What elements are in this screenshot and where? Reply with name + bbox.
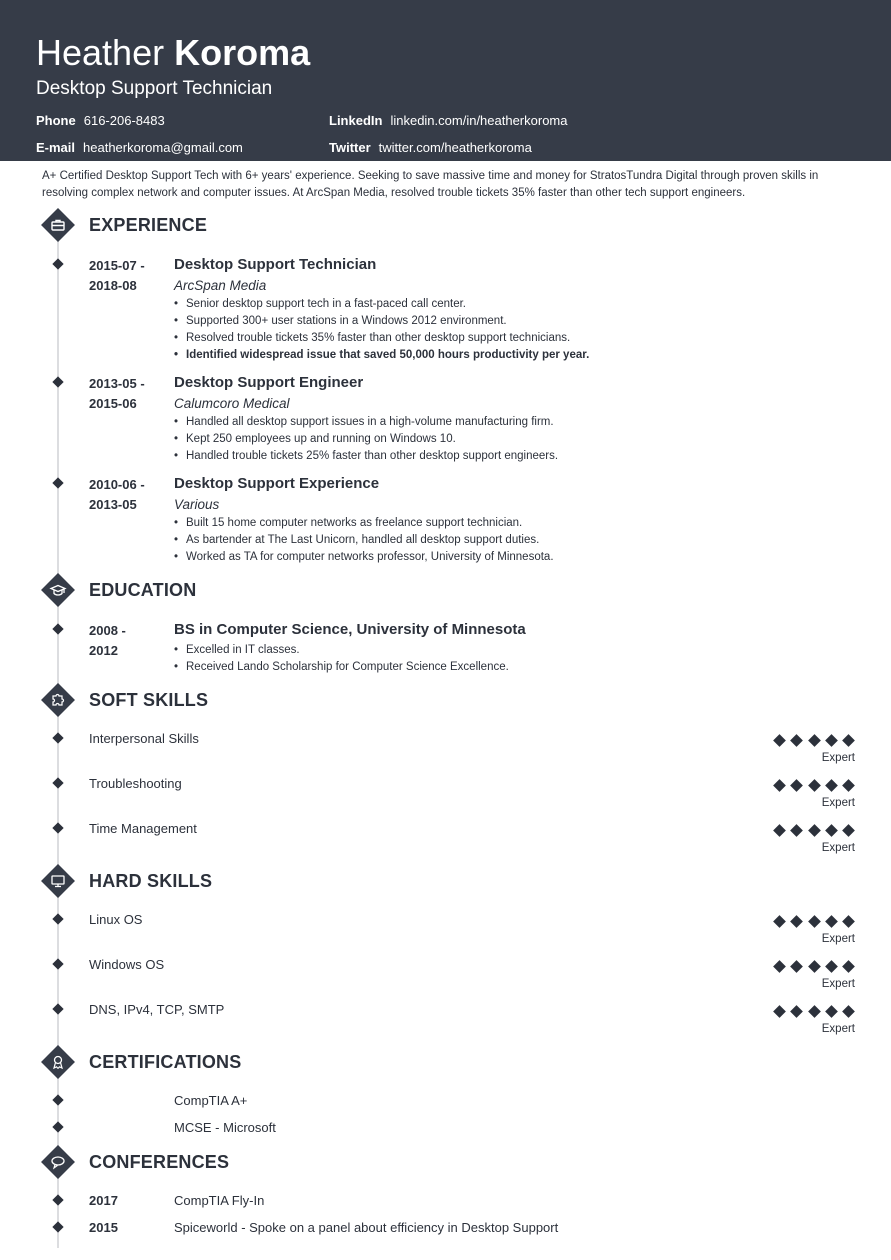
first-name: Heather xyxy=(36,32,165,73)
speech-bubble-icon xyxy=(42,1146,74,1178)
section-title-hard-skills: HARD SKILLS xyxy=(89,871,213,891)
section-title-certifications: CERTIFICATIONS xyxy=(89,1052,242,1072)
timeline-bullet xyxy=(52,623,63,634)
timeline-bullet xyxy=(52,258,63,269)
linkedin-label: LinkedIn xyxy=(329,113,383,128)
skill-name: Troubleshooting xyxy=(89,776,182,791)
skill-level: Expert xyxy=(821,797,855,809)
timeline-bullet xyxy=(52,477,63,488)
list-item: • Identified widespread issue that saved 50,000 hours productivity per year. xyxy=(174,347,589,364)
job-title: Desktop Support Experience xyxy=(174,475,380,492)
conference-year: 2017 xyxy=(89,1193,118,1208)
list-item: • Senior desktop support tech in a fast-paced call center. xyxy=(174,296,589,313)
timeline-bullet xyxy=(52,777,63,788)
puzzle-icon xyxy=(42,684,74,716)
list-item: • Kept 250 employees up and running on Windows 10. xyxy=(174,431,558,448)
skill-rating xyxy=(772,961,856,973)
skill-level: Expert xyxy=(821,978,855,990)
skill-name: DNS, IPv4, TCP, SMTP xyxy=(89,1002,225,1017)
education-achievements xyxy=(174,642,509,676)
timeline-bullet xyxy=(52,1221,63,1232)
conference-year: 2015 xyxy=(89,1220,118,1235)
skill-rating xyxy=(772,780,856,792)
skill-name: Time Management xyxy=(89,821,197,836)
section-title-conferences: CONFERENCES xyxy=(89,1152,230,1172)
timeline-bullet xyxy=(52,958,63,969)
skill-level: Expert xyxy=(821,842,855,854)
timeline-bullet xyxy=(52,732,63,743)
phone-label: Phone xyxy=(36,113,76,128)
timeline-bullet xyxy=(52,1003,63,1014)
list-item: • Handled all desktop support issues in a high-volume manufacturing firm. xyxy=(174,414,558,431)
skill-rating xyxy=(772,825,856,837)
skill-name: Linux OS xyxy=(89,912,143,927)
job-title: Desktop Support Engineer xyxy=(174,374,364,391)
skill-name: Windows OS xyxy=(89,957,165,972)
job-date: 2010-06 - 2013-05 xyxy=(89,477,145,512)
list-item: • As bartender at The Last Unicorn, handled all desktop support duties. xyxy=(174,532,554,549)
list-item: • Supported 300+ user stations in a Windows 2012 environment. xyxy=(174,313,589,330)
list-item: • Excelled in IT classes. xyxy=(174,642,509,659)
contact-phone xyxy=(36,113,165,129)
contact-email xyxy=(36,140,243,156)
section-title-soft-skills: SOFT SKILLS xyxy=(89,690,209,710)
award-ribbon-icon xyxy=(42,1046,74,1078)
skill-rating xyxy=(772,916,856,928)
candidate-name xyxy=(36,32,310,74)
job-date: 2015-07 - 2018-08 xyxy=(89,258,145,293)
conference-name: Spiceworld - Spoke on a panel about efficiency in Desktop Support xyxy=(174,1220,559,1235)
twitter-label: Twitter xyxy=(329,140,371,155)
job-company: Various xyxy=(174,497,220,512)
skill-level: Expert xyxy=(821,1023,855,1035)
job-title: Desktop Support Technician xyxy=(174,256,377,273)
certification-item: MCSE - Microsoft xyxy=(174,1120,276,1135)
timeline-bullet xyxy=(52,1094,63,1105)
education-date: 2008 - 2012 xyxy=(89,623,126,658)
twitter-link[interactable]: twitter.com/heatherkoroma xyxy=(378,140,532,155)
job-achievements xyxy=(174,414,558,465)
header-banner xyxy=(0,0,891,161)
timeline-bullet xyxy=(52,822,63,833)
timeline-bullet xyxy=(52,376,63,387)
contact-linkedin xyxy=(329,113,568,129)
list-item: • Resolved trouble tickets 35% faster than other desktop support technicians. xyxy=(174,330,589,347)
timeline-bullet xyxy=(52,913,63,924)
briefcase-icon xyxy=(42,209,74,241)
skill-level: Expert xyxy=(821,752,855,764)
skill-rating xyxy=(772,735,856,747)
phone-value: 616-206-8483 xyxy=(83,113,165,128)
job-achievements xyxy=(174,296,589,364)
skill-level: Expert xyxy=(821,933,855,945)
job-date: 2013-05 - 2015-06 xyxy=(89,376,145,411)
email-label: E-mail xyxy=(36,140,76,155)
timeline-bullet xyxy=(52,1194,63,1205)
monitor-icon xyxy=(42,865,74,897)
conference-name: CompTIA Fly-In xyxy=(174,1193,265,1208)
job-achievements xyxy=(174,515,554,566)
email-link[interactable]: heatherkoroma@gmail.com xyxy=(83,140,243,155)
profile-summary: A+ Certified Desktop Support Tech with 6+ years' experience. Seeking to save massive time and money for StratosTundra Digital through proven skills in resolving complex network and computer issues. At ArcSpan Media, resolved trouble tickets 35% faster than other tech support engineers. xyxy=(42,170,819,199)
skill-rating xyxy=(772,1006,856,1018)
skill-name: Interpersonal Skills xyxy=(89,731,199,746)
list-item: • Received Lando Scholarship for Computer Science Excellence. xyxy=(174,659,509,676)
section-title-education: EDUCATION xyxy=(89,580,197,600)
linkedin-link[interactable]: linkedin.com/in/heatherkoroma xyxy=(390,113,568,128)
education-degree: BS in Computer Science, University of Minnesota xyxy=(174,621,526,638)
job-company: ArcSpan Media xyxy=(174,278,267,293)
contact-twitter xyxy=(329,140,532,156)
list-item: • Built 15 home computer networks as freelance support technician. xyxy=(174,515,554,532)
graduation-cap-icon xyxy=(42,574,74,606)
job-company: Calumcoro Medical xyxy=(174,396,290,411)
last-name: Koroma xyxy=(174,32,311,73)
timeline-bullet xyxy=(52,1121,63,1132)
job-role: Desktop Support Technician xyxy=(36,78,273,99)
section-title-experience: EXPERIENCE xyxy=(89,215,208,235)
certification-item: CompTIA A+ xyxy=(174,1093,248,1108)
list-item: • Handled trouble tickets 25% faster than other desktop support engineers. xyxy=(174,448,558,465)
list-item: • Worked as TA for computer networks professor, University of Minnesota. xyxy=(174,549,554,566)
